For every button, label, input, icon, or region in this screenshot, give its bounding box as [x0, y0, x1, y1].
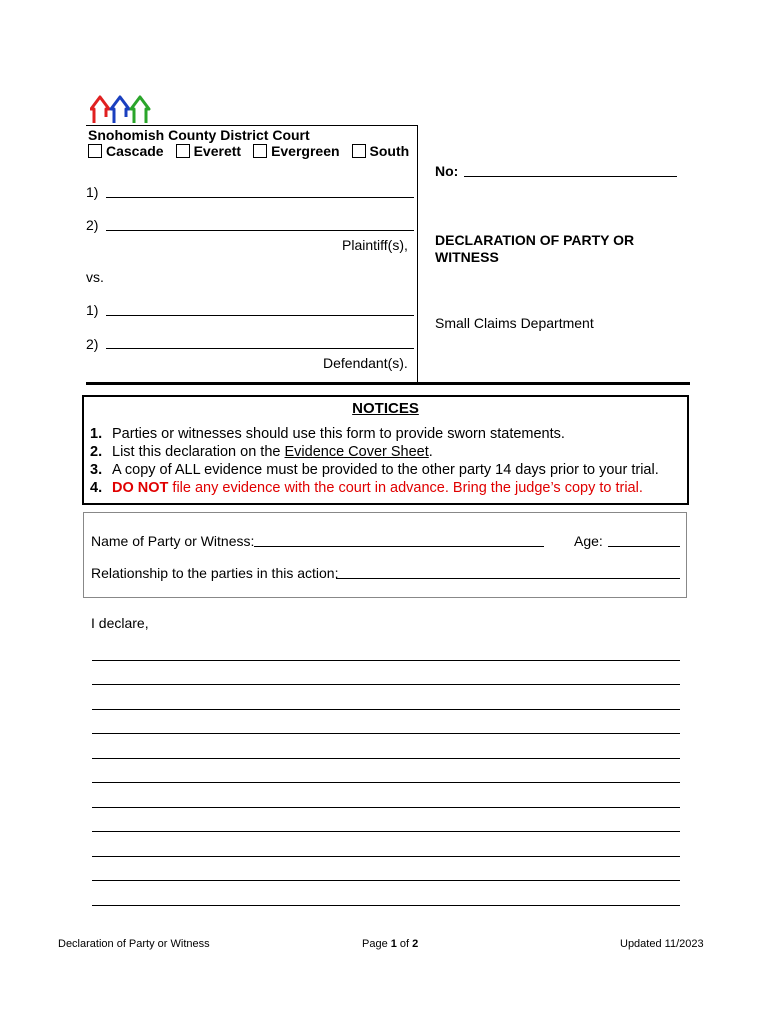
footer-form-name: Declaration of Party or Witness [58, 938, 210, 950]
relationship-field[interactable] [336, 578, 680, 579]
declaration-line[interactable] [92, 758, 680, 759]
plaintiff-1-field[interactable] [106, 197, 414, 198]
caption-top-rule [86, 125, 418, 126]
case-number-label: No: [435, 163, 459, 179]
snohomish-county-logo [90, 93, 154, 125]
caption-bottom-rule [86, 382, 690, 385]
defendant-1-prefix: 1) [86, 302, 99, 318]
notices-title: NOTICES [352, 400, 419, 417]
declaration-line[interactable] [92, 807, 680, 808]
party-info-box [83, 512, 687, 598]
declaration-line[interactable] [92, 880, 680, 881]
declaration-line[interactable] [92, 660, 680, 661]
case-number-field[interactable] [464, 176, 677, 177]
plaintiff-1-prefix: 1) [86, 184, 99, 200]
location-option-south[interactable]: South [352, 143, 410, 159]
caption-divider-vertical [417, 125, 418, 383]
checkbox-south[interactable] [352, 144, 366, 158]
notices-box [82, 395, 689, 505]
declaration-intro: I declare, [91, 615, 149, 631]
checkbox-everett[interactable] [176, 144, 190, 158]
location-option-cascade[interactable]: Cascade [88, 143, 164, 159]
declaration-line[interactable] [92, 856, 680, 857]
party-name-field[interactable] [254, 546, 544, 547]
declaration-line[interactable] [92, 709, 680, 710]
defendant-1-field[interactable] [106, 315, 414, 316]
notice-item-1: 1. Parties or witnesses should use this form to provide sworn statements. [90, 426, 565, 442]
plaintiff-2-prefix: 2) [86, 217, 99, 233]
defendant-2-prefix: 2) [86, 336, 99, 352]
checkbox-cascade[interactable] [88, 144, 102, 158]
plaintiff-2-field[interactable] [106, 230, 414, 231]
declaration-line[interactable] [92, 782, 680, 783]
document-title-line2: WITNESS [435, 249, 499, 265]
relationship-label: Relationship to the parties in this action: [91, 565, 339, 581]
footer-updated-date: Updated 11/2023 [620, 938, 704, 950]
court-name: Snohomish County District Court [88, 127, 310, 143]
checkbox-evergreen[interactable] [253, 144, 267, 158]
plaintiffs-label: Plaintiff(s), [342, 237, 408, 253]
court-location-options [88, 143, 409, 159]
declaration-line[interactable] [92, 684, 680, 685]
evidence-cover-sheet-link[interactable]: Evidence Cover Sheet [284, 444, 429, 460]
party-name-label: Name of Party or Witness: [91, 533, 255, 549]
age-label: Age: [574, 533, 603, 549]
location-option-evergreen[interactable]: Evergreen [253, 143, 339, 159]
age-field[interactable] [608, 546, 680, 547]
notice-item-4: 4. DO NOT file any evidence with the court in advance. Bring the judge’s copy to trial. [90, 480, 643, 496]
notice-item-2: 2. List this declaration on the Evidence Cover Sheet. [90, 444, 433, 460]
footer-page-number: Page 1 of 2 [362, 938, 419, 950]
declaration-line[interactable] [92, 831, 680, 832]
department-label: Small Claims Department [435, 315, 594, 331]
document-title-line1: DECLARATION OF PARTY OR [435, 232, 635, 248]
declaration-line[interactable] [92, 905, 680, 906]
defendants-label: Defendant(s). [323, 355, 408, 371]
declaration-line[interactable] [92, 733, 680, 734]
defendant-2-field[interactable] [106, 348, 414, 349]
notice-item-3: 3. A copy of ALL evidence must be provided to the other party 14 days prior to your trial. [90, 462, 659, 478]
location-option-everett[interactable]: Everett [176, 143, 241, 159]
versus-label: vs. [86, 269, 104, 285]
